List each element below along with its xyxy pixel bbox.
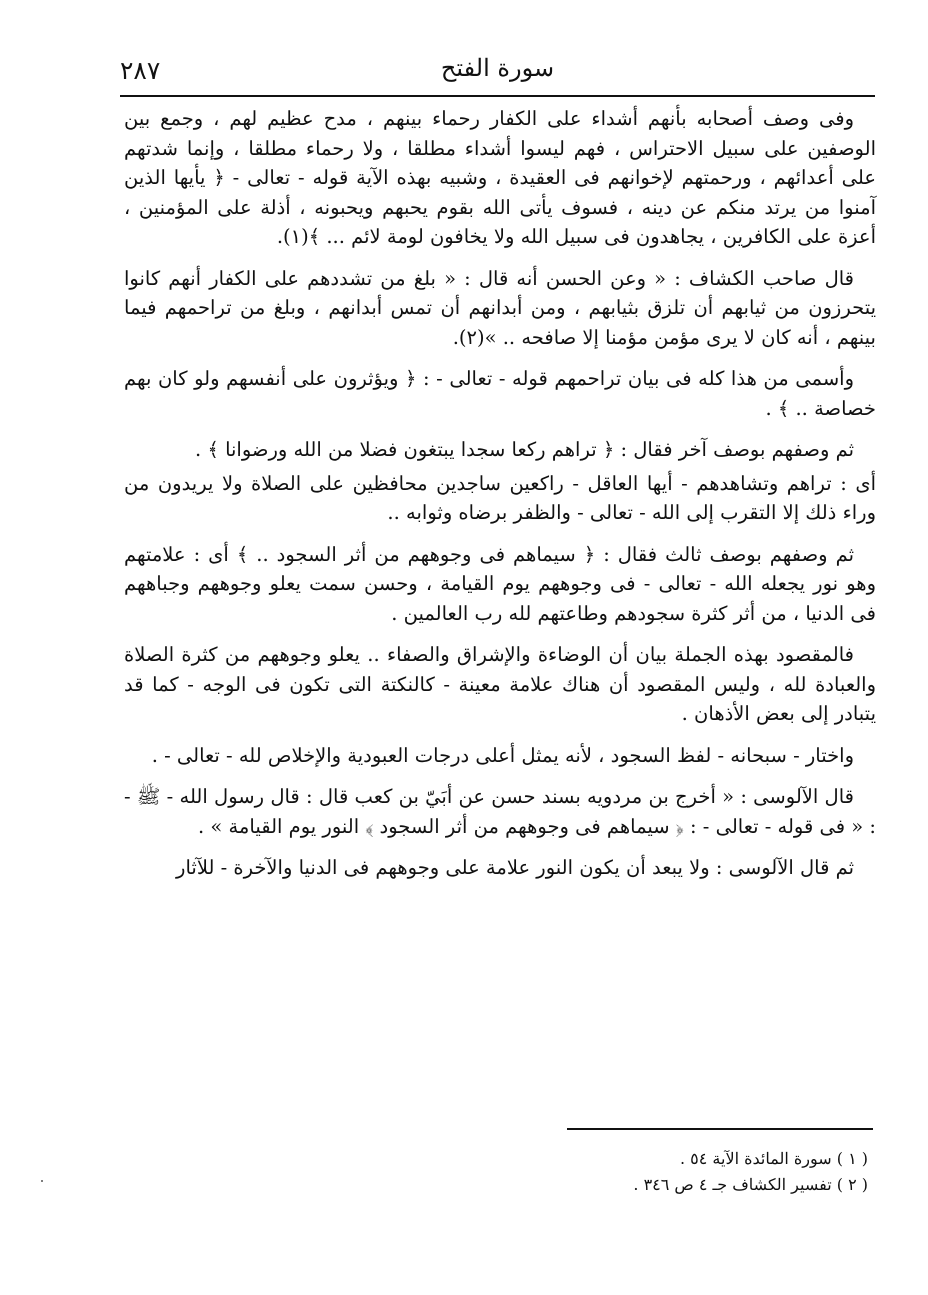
page-number: ٢٨٧ [120, 56, 161, 85]
paragraph: واختار - سبحانه - لفظ السجود ، لأنه يمثل أعلى درجات العبودية والإخلاص لله - تعالى - . [151, 743, 854, 767]
paragraph: ثم وصفهم بوصف آخر فقال : ﴿ تراهم ركعا سجدا يبتغون فضلا من الله ورضوانا ﴾ . [195, 438, 854, 461]
surah-title: سورة الفتح [440, 54, 555, 82]
footnote: ( ٢ ) تفسير الكشاف جـ ٤ ص ٣٤٦ . [633, 1175, 868, 1194]
paragraph: أى : تراهم وتشاهدهم - أيها العاقل - راكعين ساجدين محافظين على الصلاة ولا يريدون من وراء ذلك إلا التقرب إلى الله - تعالى - والظفر برضاه وثوابه .. [124, 471, 876, 524]
paragraph: ثم قال الآلوسى : ولا يبعد أن يكون النور علامة على وجوههم فى الدنيا والآخرة - للآثار [176, 856, 854, 879]
header-divider [120, 95, 875, 97]
main-text [124, 104, 876, 895]
scan-speck [41, 1180, 43, 1182]
paragraph: قال صاحب الكشاف : « وعن الحسن أنه قال : « بلغ من تشددهم على الكفار أنهم كانوا يتحرزون من ثيابهم أن تلزق بثيابهم ، ومن أبدانهم أن تمس أبدانهم ، وبلغ من تراحمهم فيما بينهم ، أنه كان لا يرى مؤمن مؤمنا إلا صافحه .. »(٢). [124, 266, 876, 349]
paragraph: وفى وصف أصحابه بأنهم أشداء على الكفار رحماء بينهم ، مدح عظيم لهم ، وجمع بين الوصفين على سبيل الاحتراس ، فهم ليسوا أشداء مطلقا ، ولا رحماء مطلقا ، وإنما شدتهم على أعدائهم ، ورحمتهم لإخوانهم فى العقيدة ، وشبيه بهذه الآية قوله - تعالى - ﴿ يأيها الذين آمنوا من يرتد منكم عن دينه ، فسوف يأتى الله بقوم يحبهم ويحبونه ، أذلة على المؤمنين ، أعزة على الكافرين ، يجاهدون فى سبيل الله ولا يخافون لومة لائم ... ﴾(١). [124, 107, 877, 248]
footnote: ( ١ ) سورة المائدة الآية ٥٤ . [679, 1149, 868, 1168]
paragraph: وأسمى من هذا كله فى بيان تراحمهم قوله - تعالى - : ﴿ ويؤثرون على أنفسهم ولو كان بهم خصاصة .. ﴾ . [124, 367, 876, 420]
footnote-divider [567, 1128, 873, 1130]
page-header [120, 48, 875, 94]
paragraph: ثم وصفهم بوصف ثالث فقال : ﴿ سيماهم فى وجوههم من أثر السجود .. ﴾ أى : علامتهم وهو نور يجعله الله - تعالى - فى وجوههم يوم القيامة ، وحسن سمت يعلو وجوههم وجباههم فى الدنيا ، من أثر كثرة سجودهم وطاعتهم لله رب العالمين . [124, 542, 876, 625]
paragraph: قال الآلوسى : « أخرج بن مردويه بسند حسن عن أبَيّ بن كعب قال : قال رسول الله - ﷺ - : « فى قوله - تعالى - : ﴿ سيماهم فى وجوههم من أثر السجود ﴾ النور يوم القيامة » . [124, 785, 876, 838]
paragraph: فالمقصود بهذه الجملة بيان أن الوضاءة والإشراق والصفاء .. يعلو وجوههم من كثرة الصلاة والعبادة لله ، وليس المقصود أن هناك علامة معينة - كالنكتة التى تكون فى الوجه - كما قد يتبادر إلى بعض الأذهان . [124, 643, 876, 725]
footnotes [500, 1146, 868, 1198]
